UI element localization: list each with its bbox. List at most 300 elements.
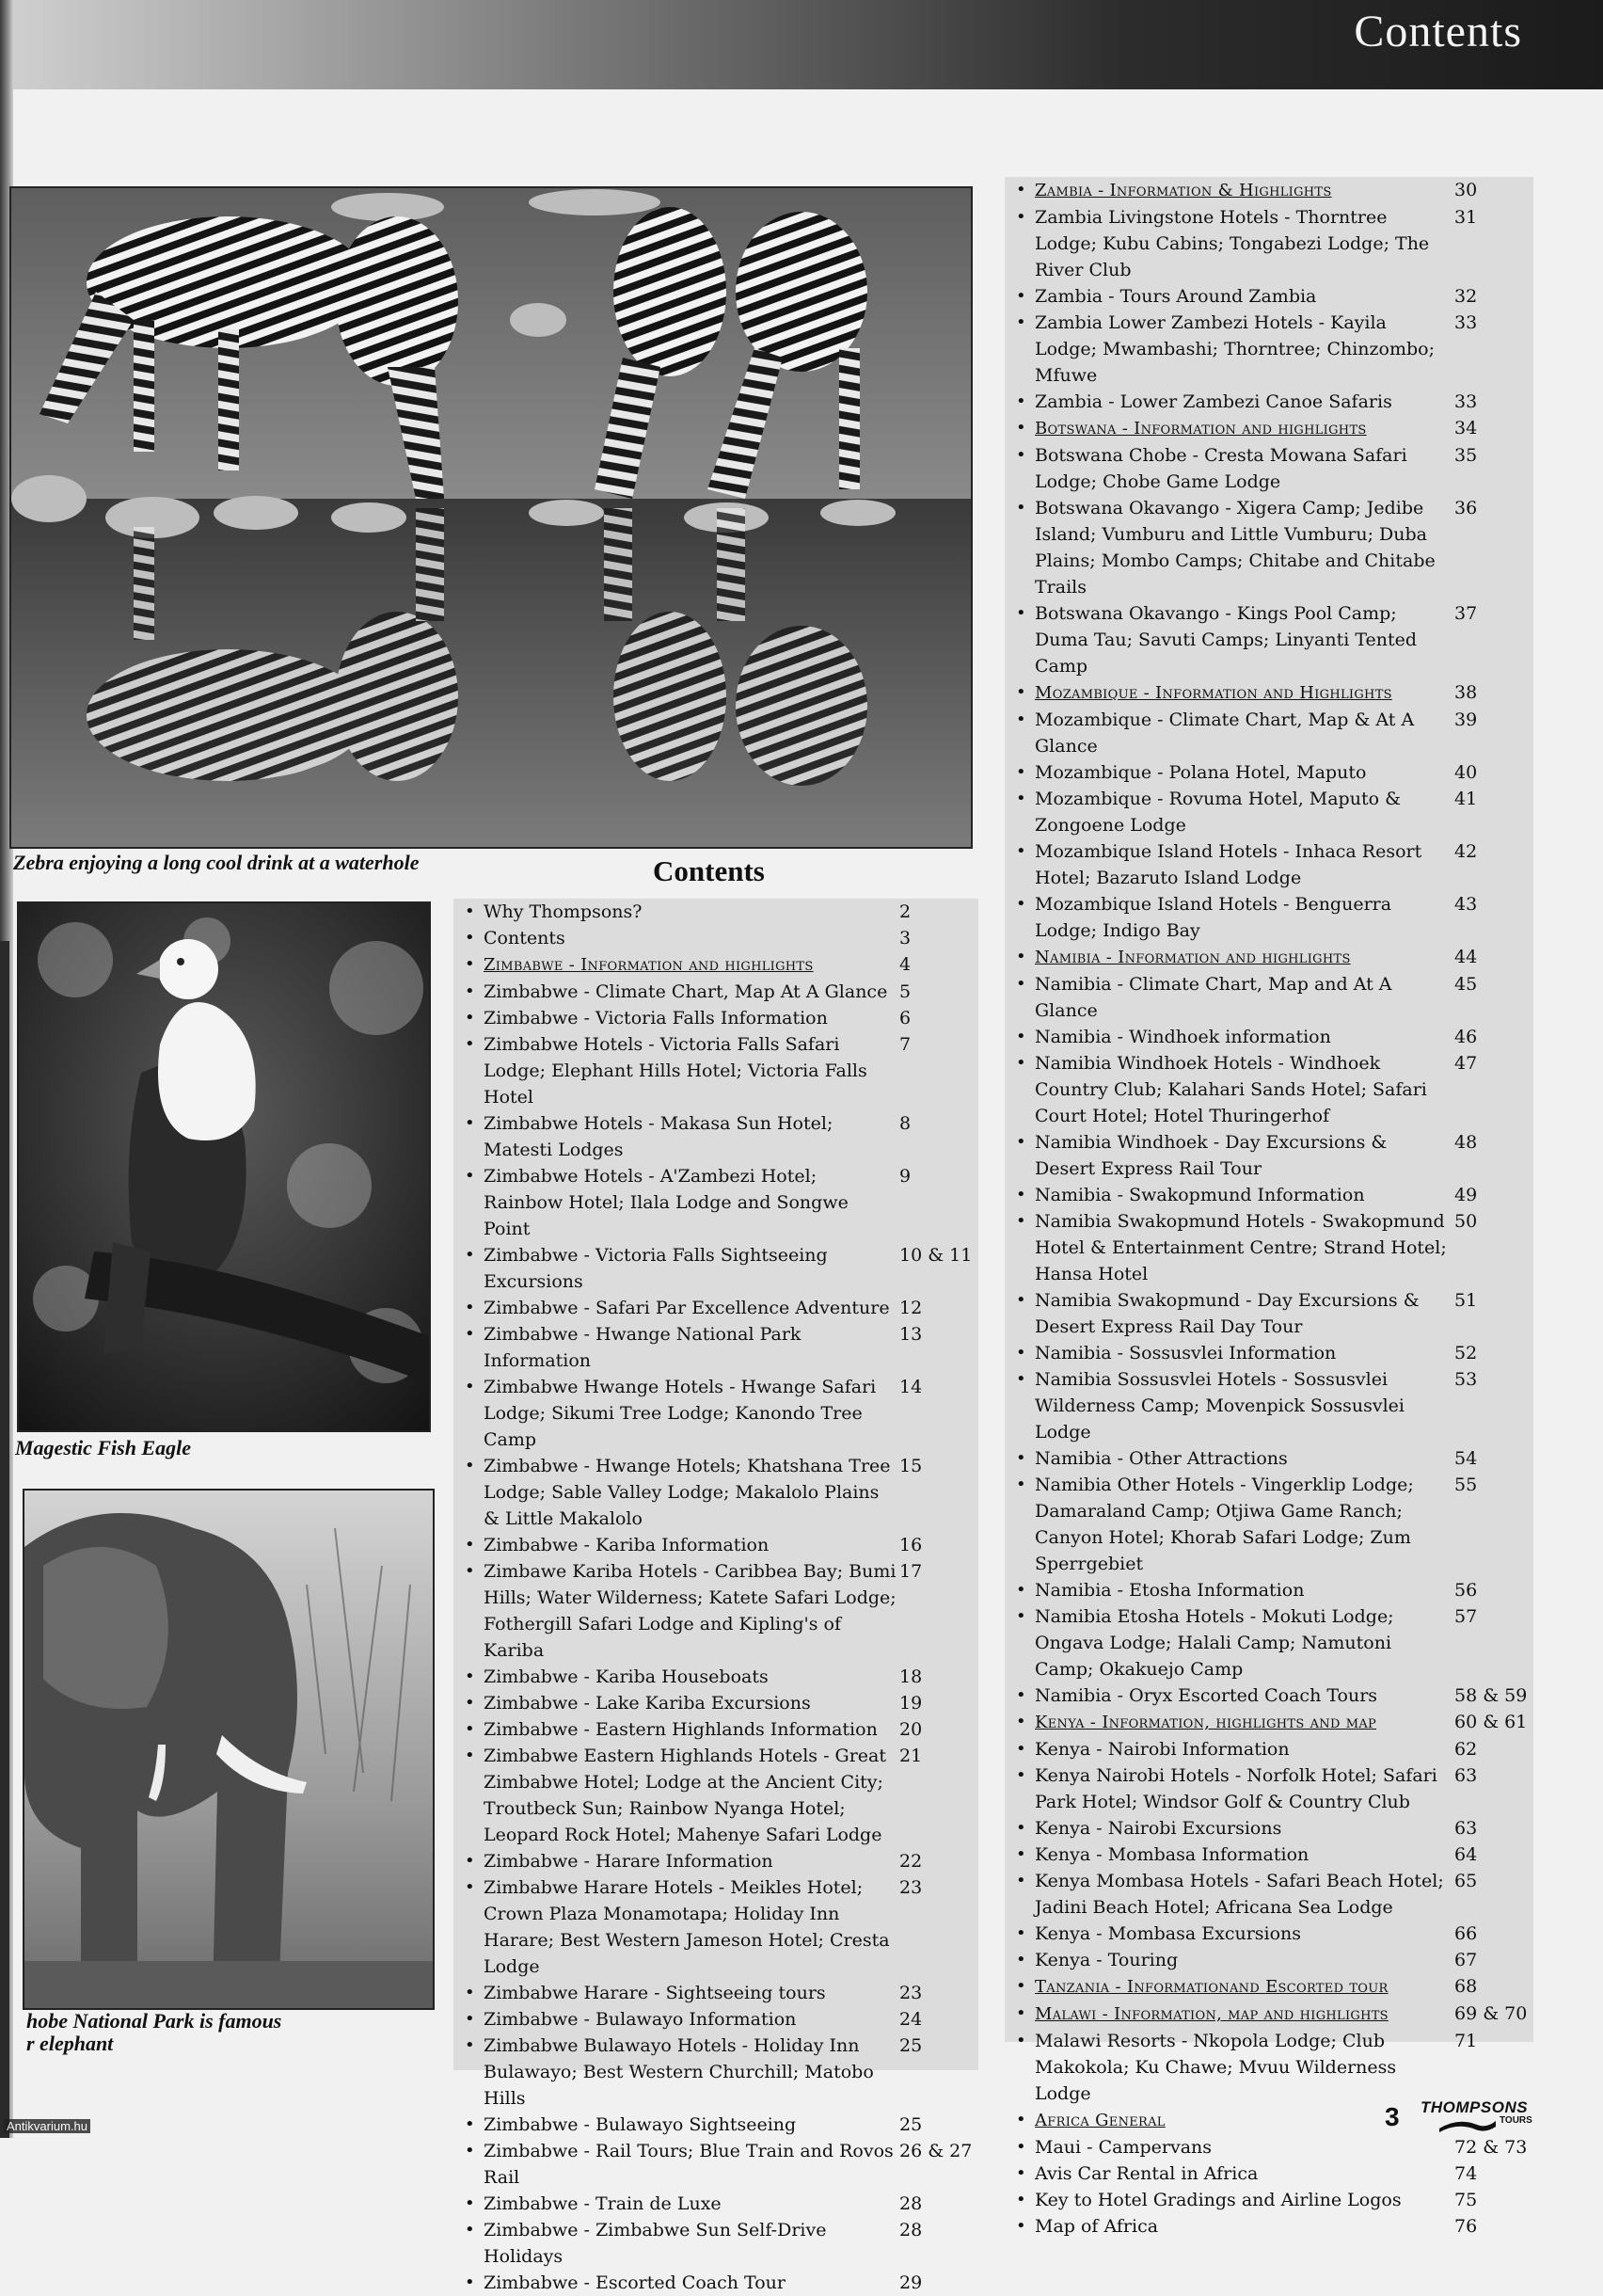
- logo-swoosh-icon: [1439, 2115, 1496, 2134]
- contents-entry-title: Zambia Livingstone Hotels - Thorntree Lodge; Kubu Cabins; Tongabezi Lodge; The River Club: [1035, 207, 1430, 280]
- contents-entry: [453, 1242, 978, 1295]
- contents-section-heading: [1005, 679, 1533, 707]
- bullet-icon: •: [1016, 1765, 1026, 1785]
- contents-entry-page: 40: [1454, 762, 1478, 783]
- contents-entry-title: Namibia - Information and highlights: [1035, 948, 1351, 967]
- contents-entry-page: 69 & 70: [1454, 2003, 1528, 2024]
- contents-entry-title: Namibia Sossusvlei Hotels - Sossusvlei Wilderness Camp; Movenpick Sossusvlei Lodge: [1035, 1369, 1405, 1443]
- bullet-icon: •: [1016, 1027, 1026, 1046]
- contents-entry-page: 64: [1454, 1844, 1478, 1865]
- contents-entry-page: 24: [899, 2009, 923, 2030]
- bullet-icon: •: [465, 1851, 475, 1871]
- bullet-icon: •: [465, 1983, 475, 2002]
- contents-entry: [453, 2217, 978, 2270]
- contents-entry-title: Kenya - Touring: [1035, 1950, 1179, 1970]
- contents-entry: [1005, 2028, 1533, 2107]
- contents-entry-page: 75: [1454, 2190, 1478, 2210]
- elephant-caption: [26, 2010, 403, 2055]
- logo-text: THOMPSONS: [1420, 2098, 1529, 2116]
- contents-entry-title: Malawi - Information, map and highlights: [1035, 2004, 1389, 2024]
- contents-entry-page: 20: [899, 1719, 923, 1740]
- contents-entry-title: Contents: [484, 928, 565, 949]
- contents-entry-title: Mozambique - Climate Chart, Map & At A Glance: [1035, 710, 1415, 757]
- contents-entry-page: 21: [899, 1746, 923, 1766]
- contents-entry-title: Botswana Okavango - Kings Pool Camp; Duma Tau; Savuti Camps; Linyanti Tented Camp: [1035, 603, 1418, 677]
- contents-entry-title: Namibia - Etosha Information: [1035, 1580, 1305, 1601]
- bullet-icon: •: [1016, 1712, 1026, 1731]
- contents-entry: [1005, 707, 1533, 759]
- bullet-icon: •: [465, 2141, 475, 2160]
- contents-entry: [453, 1874, 978, 1980]
- bullet-icon: •: [1016, 1844, 1026, 1864]
- contents-entry-page: 35: [1454, 445, 1478, 466]
- contents-entry-page: 63: [1454, 1765, 1478, 1786]
- contents-entry: [1005, 1682, 1533, 1709]
- contents-entry-page: 30: [1454, 180, 1478, 200]
- contents-entry-page: 66: [1454, 1923, 1478, 1944]
- bullet-icon: •: [1016, 1950, 1026, 1969]
- contents-entry: [1005, 1947, 1533, 1973]
- contents-entry-page: 54: [1454, 1448, 1478, 1469]
- contents-entry-page: 6: [899, 1008, 912, 1028]
- contents-entry-page: 43: [1454, 894, 1478, 915]
- contents-entry-title: Zambia Lower Zambezi Hotels - Kayila Lodge; Mwambashi; Thorntree; Chinzombo; Mfuwe: [1035, 312, 1435, 386]
- contents-entry-title: Zimbabwe Harare Hotels - Meikles Hotel; Crown Plaza Monamotapa; Holiday Inn Harare; Best Western Jameson Hotel; Cresta Lodge: [484, 1877, 890, 1977]
- contents-entry-page: 53: [1454, 1369, 1478, 1390]
- contents-entry: [453, 2138, 978, 2191]
- contents-entry-title: Kenya - Mombasa Excursions: [1035, 1923, 1302, 1944]
- bullet-icon: •: [1016, 710, 1026, 729]
- contents-section-heading: [1005, 2001, 1533, 2028]
- bullet-icon: •: [1016, 1685, 1026, 1705]
- contents-entry-title: Zimbabwe - Hwange National Park Information: [484, 1324, 802, 1371]
- contents-entry-title: Zimbabwe Harare - Sightseeing tours: [484, 1983, 826, 2003]
- contents-entry: [453, 1980, 978, 2006]
- bullet-icon: •: [465, 1377, 475, 1396]
- contents-heading: Contents: [653, 854, 765, 887]
- contents-entry-page: 74: [1454, 2163, 1478, 2184]
- bullet-icon: •: [1016, 1580, 1026, 1600]
- contents-entry-title: Namibia Windhoek Hotels - Windhoek Country Club; Kalahari Sands Hotel; Safari Court Hotel; Hotel Thuringerhof: [1035, 1053, 1427, 1126]
- fish-eagle-photo: [17, 901, 431, 1432]
- contents-entry-page: 2: [899, 901, 912, 922]
- bullet-icon: •: [465, 1561, 475, 1581]
- contents-entry-title: Mozambique Island Hotels - Benguerra Lodge; Indigo Bay: [1035, 894, 1392, 941]
- contents-entry: [453, 1690, 978, 1716]
- contents-entry: [1005, 786, 1533, 838]
- contents-entry: [453, 925, 978, 951]
- contents-entry: [453, 1110, 978, 1163]
- contents-entry-page: 76: [1454, 2216, 1478, 2237]
- contents-entry-title: Namibia Windhoek - Day Excursions & Desert Express Rail Tour: [1035, 1132, 1388, 1179]
- contents-entry-title: Zimbabwe Hotels - Victoria Falls Safari Lodge; Elephant Hills Hotel; Victoria Falls Hotel: [484, 1034, 867, 1108]
- contents-entry-title: Zimbabwe - Escorted Coach Tour: [484, 2272, 786, 2293]
- contents-entry-title: Zimbabwe Hotels - A'Zambezi Hotel; Rainbow Hotel; Ilala Lodge and Songwe Point: [484, 1166, 849, 1239]
- contents-entry-page: 8: [899, 1113, 912, 1134]
- contents-entry: [453, 1374, 978, 1453]
- contents-entry: [453, 2033, 978, 2112]
- contents-entry: [453, 1295, 978, 1321]
- contents-entry-page: 55: [1454, 1475, 1478, 1495]
- contents-entry-page: 29: [899, 2272, 923, 2293]
- bullet-icon: •: [1016, 603, 1026, 623]
- contents-entry-page: 5: [899, 981, 912, 1002]
- bullet-icon: •: [465, 954, 475, 974]
- contents-entry: [1005, 283, 1533, 310]
- contents-entry-page: 17: [899, 1561, 923, 1582]
- contents-entry-title: Zambia - Information & Highlights: [1035, 181, 1332, 200]
- contents-entry: [1005, 2134, 1533, 2160]
- bullet-icon: •: [1016, 1211, 1026, 1231]
- bullet-icon: •: [1016, 1369, 1026, 1389]
- contents-entry: [1005, 495, 1533, 600]
- contents-entry-page: 62: [1454, 1739, 1478, 1760]
- contents-entry-page: 33: [1454, 391, 1478, 412]
- contents-entry-page: 63: [1454, 1818, 1478, 1839]
- bullet-icon: •: [1016, 312, 1026, 332]
- contents-entry-page: 7: [899, 1034, 912, 1055]
- contents-entry-page: 33: [1454, 312, 1478, 333]
- contents-entry-page: 28: [899, 2220, 923, 2240]
- contents-entry-title: Namibia Swakopmund - Day Excursions & Desert Express Rail Day Tour: [1035, 1290, 1420, 1337]
- bullet-icon: •: [465, 1693, 475, 1713]
- contents-entry-title: Key to Hotel Gradings and Airline Logos: [1035, 2190, 1402, 2210]
- bullet-icon: •: [465, 2114, 475, 2134]
- bullet-icon: •: [465, 1008, 475, 1028]
- contents-entry-title: Zimbabwe - Eastern Highlands Information: [484, 1719, 878, 1740]
- bullet-icon: •: [1016, 180, 1026, 199]
- bullet-icon: •: [1016, 789, 1026, 808]
- contents-entry-page: 26 & 27: [899, 2141, 973, 2161]
- contents-section-heading: [1005, 1709, 1533, 1736]
- contents-entry: [1005, 1472, 1533, 1577]
- bullet-icon: •: [465, 1298, 475, 1317]
- contents-entry-page: 57: [1454, 1606, 1478, 1627]
- contents-entry-page: 10 & 11: [899, 1245, 973, 1266]
- contents-entry: [453, 1321, 978, 1374]
- contents-entry-title: Kenya Mombasa Hotels - Safari Beach Hotel; Jadini Beach Hotel; Africana Sea Lodge: [1035, 1871, 1444, 1918]
- bullet-icon: •: [465, 901, 475, 921]
- contents-entry-page: 36: [1454, 498, 1478, 518]
- contents-entry: [1005, 389, 1533, 415]
- contents-entry-page: 25: [899, 2035, 923, 2056]
- contents-entry: [1005, 600, 1533, 679]
- bullet-icon: •: [1016, 2190, 1026, 2209]
- bullet-icon: •: [1016, 2031, 1026, 2050]
- page-title: Contents: [1354, 7, 1522, 56]
- bullet-icon: •: [465, 1746, 475, 1765]
- contents-entry: [1005, 838, 1533, 891]
- contents-entry: [453, 1453, 978, 1532]
- zebra-photo: [9, 186, 973, 849]
- contents-entry-page: 45: [1454, 974, 1478, 995]
- contents-entry-title: Zimbabwe Hotels - Makasa Sun Hotel; Matesti Lodges: [484, 1113, 833, 1160]
- contents-entry: [1005, 1868, 1533, 1921]
- contents-entry-page: 23: [899, 1877, 923, 1898]
- bullet-icon: •: [1016, 207, 1026, 227]
- contents-entry: [453, 1848, 978, 1874]
- bullet-icon: •: [465, 1719, 475, 1739]
- contents-entry-title: Namibia - Oryx Escorted Coach Tours: [1035, 1685, 1378, 1706]
- bullet-icon: •: [1016, 894, 1026, 914]
- contents-entry-page: 12: [899, 1298, 923, 1318]
- contents-entry-title: Namibia Swakopmund Hotels - Swakopmund Hotel & Entertainment Centre; Strand Hotel; Hansa Hotel: [1035, 1211, 1447, 1284]
- contents-entry-page: 16: [899, 1535, 923, 1555]
- bullet-icon: •: [465, 1666, 475, 1686]
- contents-entry: [453, 1163, 978, 1242]
- bullet-icon: •: [1016, 1185, 1026, 1204]
- contents-entry-page: 56: [1454, 1580, 1478, 1601]
- contents-entry-title: Zambia - Lower Zambezi Canoe Safaris: [1035, 391, 1392, 412]
- contents-entry-title: Kenya - Information, highlights and map: [1035, 1713, 1377, 1732]
- contents-entry-title: Zimbabwe - Kariba Houseboats: [484, 1666, 769, 1687]
- contents-entry: [1005, 1024, 1533, 1050]
- contents-entry-page: 46: [1454, 1027, 1478, 1047]
- bullet-icon: •: [1016, 1290, 1026, 1310]
- contents-entry-title: Map of Africa: [1035, 2216, 1159, 2237]
- contents-entry-title: Mozambique Island Hotels - Inhaca Resort Hotel; Bazaruto Island Lodge: [1035, 841, 1422, 888]
- contents-entry-title: Mozambique - Rovuma Hotel, Maputo & Zongoene Lodge: [1035, 789, 1401, 836]
- contents-entry-title: Africa General: [1035, 2111, 1166, 2130]
- contents-entry-title: Zimbabwe Bulawayo Hotels - Holiday Inn Bulawayo; Best Western Churchill; Matobo Hills: [484, 2035, 874, 2109]
- bullet-icon: •: [1016, 498, 1026, 518]
- bullet-icon: •: [1016, 445, 1026, 465]
- contents-entry-title: Botswana - Information and highlights: [1035, 419, 1367, 438]
- contents-entry-page: 31: [1454, 207, 1478, 228]
- contents-entry-page: 23: [899, 1983, 923, 2003]
- bullet-icon: •: [465, 1324, 475, 1344]
- contents-entry-title: Namibia - Sossusvlei Information: [1035, 1343, 1337, 1363]
- contents-entry-title: Zambia - Tours Around Zambia: [1035, 286, 1317, 307]
- bullet-icon: •: [1016, 1818, 1026, 1838]
- bullet-icon: •: [465, 1166, 475, 1186]
- contents-entry: [1005, 1050, 1533, 1129]
- bullet-icon: •: [1016, 2216, 1026, 2236]
- contents-entry-title: Zimbabwe Hwange Hotels - Hwange Safari Lodge; Sikumi Tree Lodge; Kanondo Tree Camp: [484, 1377, 877, 1450]
- bullet-icon: •: [465, 981, 475, 1001]
- contents-entry-page: 52: [1454, 1343, 1478, 1363]
- contents-entry-title: Zimbabwe - Victoria Falls Information: [484, 1008, 828, 1028]
- contents-entry-title: Mozambique - Polana Hotel, Maputo: [1035, 762, 1367, 783]
- bullet-icon: •: [1016, 1475, 1026, 1494]
- bullet-icon: •: [465, 1113, 475, 1133]
- bullet-icon: •: [1016, 947, 1026, 966]
- zebra-photo-caption: Zebra enjoying a long cool drink at a waterhole: [13, 851, 420, 874]
- contents-entry: [1005, 1208, 1533, 1287]
- contents-entry-title: Zimbawe Kariba Hotels - Caribbea Bay; Bumi Hills; Water Wilderness; Katete Safari Lodge; Fothergill Safari Lodge and Kipling's of Kariba: [484, 1561, 897, 1661]
- contents-entry: [1005, 1182, 1533, 1208]
- thompsons-tours-logo: [1420, 2098, 1543, 2136]
- contents-entry-page: 38: [1454, 682, 1478, 703]
- contents-entry-page: 47: [1454, 1053, 1478, 1074]
- contents-entry-page: 58 & 59: [1454, 1685, 1528, 1706]
- bullet-icon: •: [1016, 1053, 1026, 1073]
- contents-entry: [453, 1716, 978, 1743]
- contents-entry-title: Zimbabwe - Information and highlights: [484, 955, 814, 975]
- bullet-icon: •: [465, 2009, 475, 2029]
- contents-entry-title: Why Thompsons?: [484, 901, 643, 922]
- contents-entry: [1005, 2187, 1533, 2213]
- contents-entry-page: 22: [899, 1851, 923, 1872]
- bullet-icon: •: [1016, 1976, 1026, 1996]
- bullet-icon: •: [465, 1535, 475, 1555]
- contents-entry: [453, 1558, 978, 1664]
- bullet-icon: •: [1016, 1132, 1026, 1152]
- bullet-icon: •: [1016, 391, 1026, 411]
- contents-entry-title: Malawi Resorts - Nkopola Lodge; Club Makokola; Ku Chawe; Mvuu Wilderness Lodge: [1035, 2031, 1397, 2104]
- contents-entry: [1005, 1736, 1533, 1762]
- bullet-icon: •: [1016, 1923, 1026, 1943]
- bullet-icon: •: [1016, 1343, 1026, 1363]
- contents-entry-title: Zimbabwe Eastern Highlands Hotels - Great Zimbabwe Hotel; Lodge at the Ancient City; Troutbeck Sun; Rainbow Nyanga Hotel; Leopard Rock Hotel; Mahenye Safari Lodge: [484, 1746, 887, 1845]
- contents-section-heading: [1005, 1973, 1533, 2001]
- contents-entry-title: Zimbabwe - Climate Chart, Map At A Glance: [484, 981, 888, 1002]
- bullet-icon: •: [465, 1877, 475, 1897]
- contents-entry: [453, 1664, 978, 1690]
- contents-entry-page: 39: [1454, 710, 1478, 730]
- contents-entry-page: 72 & 73: [1454, 2137, 1528, 2158]
- contents-entry-title: Namibia - Windhoek information: [1035, 1027, 1331, 1047]
- contents-entry-page: 37: [1454, 603, 1478, 624]
- bullet-icon: •: [465, 2035, 475, 2055]
- contents-entry: [453, 2112, 978, 2138]
- contents-entry: [1005, 1815, 1533, 1842]
- contents-entry: [1005, 2213, 1533, 2240]
- contents-entry: [453, 899, 978, 925]
- contents-entry: [453, 1532, 978, 1558]
- contents-entry-title: Avis Car Rental in Africa: [1035, 2163, 1259, 2184]
- contents-entry-title: Zimbabwe - Safari Par Excellence Adventure: [484, 1298, 890, 1318]
- bullet-icon: •: [1016, 2110, 1026, 2129]
- bullet-icon: •: [1016, 1606, 1026, 1626]
- contents-entry-page: 4: [899, 954, 912, 975]
- contents-entry-page: 44: [1454, 947, 1478, 967]
- bullet-icon: •: [465, 1456, 475, 1475]
- contents-entry-title: Namibia - Other Attractions: [1035, 1448, 1288, 1469]
- contents-entry-page: 15: [899, 1456, 923, 1476]
- contents-entry-title: Zimbabwe - Bulawayo Information: [484, 2009, 797, 2030]
- contents-entry-page: 14: [899, 1377, 923, 1397]
- contents-entry: [1005, 1603, 1533, 1682]
- contents-section-heading: [1005, 944, 1533, 971]
- contents-entry: [1005, 891, 1533, 944]
- contents-entry-title: Mozambique - Information and Highlights: [1035, 683, 1392, 703]
- contents-entry-page: 9: [899, 1166, 912, 1187]
- contents-entry-page: 3: [899, 928, 912, 949]
- contents-entry: [453, 979, 978, 1005]
- bullet-icon: •: [1016, 286, 1026, 306]
- contents-entry-title: Zimbabwe - Harare Information: [484, 1851, 773, 1872]
- contents-entry-page: 28: [899, 2193, 923, 2214]
- bullet-icon: •: [1016, 1739, 1026, 1759]
- contents-entry: [1005, 1445, 1533, 1472]
- contents-entry-title: Zimbabwe - Rail Tours; Blue Train and Rovos Rail: [484, 2141, 894, 2188]
- contents-entry-page: 25: [899, 2114, 923, 2135]
- bullet-icon: •: [465, 2220, 475, 2240]
- elephant-photo: [23, 1489, 435, 2010]
- contents-entry: [1005, 1921, 1533, 1947]
- contents-entry: [1005, 1340, 1533, 1366]
- contents-entry-page: 19: [899, 1693, 923, 1714]
- contents-entry: [453, 1743, 978, 1848]
- contents-entry: [1005, 1842, 1533, 1868]
- contents-entry: [1005, 1577, 1533, 1603]
- contents-entry-title: Zimbabwe - Train de Luxe: [484, 2193, 722, 2214]
- contents-entry: [1005, 1129, 1533, 1182]
- bullet-icon: •: [465, 1245, 475, 1265]
- contents-entry-title: Kenya - Nairobi Excursions: [1035, 1818, 1282, 1839]
- contents-entry-page: 65: [1454, 1871, 1478, 1891]
- bullet-icon: •: [1016, 682, 1026, 702]
- contents-entry-page: 60 & 61: [1454, 1712, 1528, 1732]
- bullet-icon: •: [1016, 2137, 1026, 2157]
- bullet-icon: •: [1016, 2003, 1026, 2023]
- contents-entry: [453, 1031, 978, 1110]
- contents-entry-page: 42: [1454, 841, 1478, 862]
- contents-entry-title: Kenya Nairobi Hotels - Norfolk Hotel; Safari Park Hotel; Windsor Golf & Country Club: [1035, 1765, 1437, 1812]
- contents-entry-page: 71: [1454, 2031, 1478, 2051]
- bullet-icon: •: [1016, 974, 1026, 994]
- contents-entry-title: Botswana Chobe - Cresta Mowana Safari Lodge; Chobe Game Lodge: [1035, 445, 1407, 492]
- header-bar: [13, 0, 1603, 89]
- contents-entry: [453, 1005, 978, 1031]
- contents-entry: [1005, 204, 1533, 283]
- watermark: Antikvarium.hu: [4, 2119, 90, 2133]
- contents-entry-page: 67: [1454, 1950, 1478, 1970]
- bullet-icon: •: [465, 928, 475, 948]
- contents-section-heading: [1005, 415, 1533, 442]
- contents-entry: [1005, 1366, 1533, 1445]
- bullet-icon: •: [465, 2193, 475, 2213]
- contents-section-heading: [1005, 177, 1533, 204]
- facing-page-edge: [0, 941, 9, 2138]
- contents-entry: [1005, 1287, 1533, 1340]
- bullet-icon: •: [1016, 1871, 1026, 1890]
- contents-entry-title: Zimbabwe - Lake Kariba Excursions: [484, 1693, 811, 1714]
- contents-entry-page: 34: [1454, 418, 1478, 438]
- contents-entry-title: Zimbabwe - Kariba Information: [484, 1535, 770, 1555]
- logo-subtext: TOURS: [1500, 2115, 1532, 2126]
- contents-entry: [453, 2270, 978, 2296]
- contents-entry-page: 48: [1454, 1132, 1478, 1153]
- contents-entry-title: Botswana Okavango - Xigera Camp; Jedibe Island; Vumburu and Little Vumburu; Duba Plains; Mombo Camps; Chitabe and Chitabe Trails: [1035, 498, 1436, 598]
- contents-entry: [1005, 310, 1533, 389]
- bullet-icon: •: [1016, 2163, 1026, 2183]
- contents-entry-page: 32: [1454, 286, 1478, 307]
- contents-entry-page: 51: [1454, 1290, 1478, 1311]
- contents-list-right: [1005, 177, 1533, 2240]
- contents-entry-page: 18: [899, 1666, 923, 1687]
- bullet-icon: •: [1016, 418, 1026, 438]
- contents-entry-title: Zimbabwe - Hwange Hotels; Khatshana Tree Lodge; Sable Valley Lodge; Makalolo Plains & Little Makalolo: [484, 1456, 891, 1529]
- contents-entry-page: 50: [1454, 1211, 1478, 1232]
- page-number: 3: [1385, 2102, 1400, 2131]
- contents-entry-page: 13: [899, 1324, 923, 1345]
- bullet-icon: •: [1016, 841, 1026, 861]
- contents-entry-title: Namibia Other Hotels - Vingerklip Lodge; Damaraland Camp; Otjiwa Game Ranch; Canyon Hotel; Khorab Safari Lodge; Zum Sperrgebiet: [1035, 1475, 1414, 1574]
- contents-entry-title: Zimbabwe - Bulawayo Sightseeing: [484, 2114, 797, 2135]
- contents-entry-title: Namibia - Climate Chart, Map and At A Glance: [1035, 974, 1392, 1021]
- bullet-icon: •: [1016, 1448, 1026, 1468]
- contents-entry-title: Zimbabwe - Victoria Falls Sightseeing Excursions: [484, 1245, 828, 1292]
- bullet-icon: •: [465, 2272, 475, 2292]
- contents-entry-title: Kenya - Nairobi Information: [1035, 1739, 1290, 1760]
- contents-entry-title: Kenya - Mombasa Information: [1035, 1844, 1309, 1865]
- contents-entry-title: Namibia Etosha Hotels - Mokuti Lodge; Ongava Lodge; Halali Camp; Namutoni Camp; Okakuejo Camp: [1035, 1606, 1394, 1680]
- contents-entry: [453, 2191, 978, 2217]
- bullet-icon: •: [465, 1034, 475, 1054]
- contents-entry-title: Tanzania - Informationand Escorted tour: [1035, 1977, 1389, 1997]
